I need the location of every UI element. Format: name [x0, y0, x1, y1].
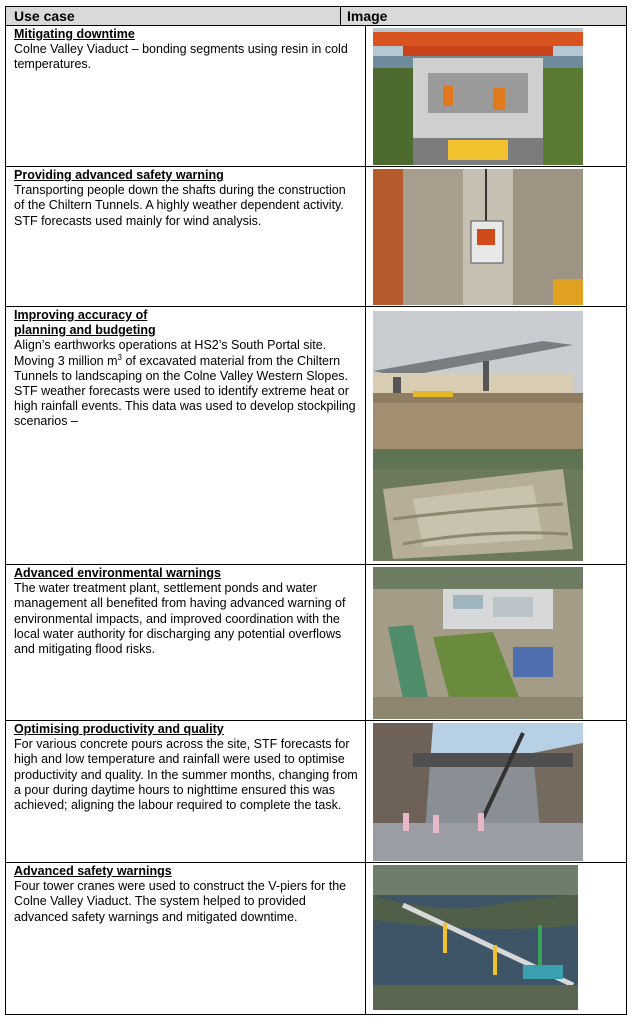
stockpile-shelter-photo — [373, 311, 583, 449]
image-cell — [366, 721, 626, 862]
row-title-line-2: planning and budgeting — [14, 323, 156, 338]
image-cell — [366, 863, 626, 1014]
row-title: Advanced safety warnings — [14, 864, 172, 878]
table-row — [6, 863, 626, 1014]
image-cell — [366, 167, 626, 306]
use-case-cell — [6, 565, 366, 720]
image-cell — [366, 26, 626, 166]
row-title: Providing advanced safety warning — [14, 168, 224, 182]
image-cell — [366, 307, 626, 564]
use-case-cell — [6, 863, 366, 1014]
use-case-table — [5, 6, 627, 1015]
row-body: Align’s earthworks operations at HS2’s South Portal site. Moving 3 million $m^3$ of excavated material from the Chiltern Tunnels to landscaping on the Colne Valley Western Slopes. STF weather forecasts were used to identify extreme heat or high rainfall events. This data was used to develop stockpiling scenarios – — [14, 338, 356, 429]
use-case-cell — [6, 307, 366, 564]
row-title: Optimising productivity and quality — [14, 722, 224, 736]
use-case-cell — [6, 26, 366, 166]
table-row — [6, 565, 626, 721]
tunnel-shaft-cage-photo — [373, 169, 583, 305]
water-treatment-aerial-photo — [373, 567, 583, 719]
tower-cranes-viaduct-photo — [373, 865, 578, 1010]
row-body: Colne Valley Viaduct – bonding segments using resin in cold temperatures. — [14, 42, 348, 72]
table-header — [6, 7, 626, 26]
table-row — [6, 307, 626, 565]
use-case-cell — [6, 721, 366, 862]
image-cell — [366, 565, 626, 720]
row-title: Advanced environmental warnings — [14, 566, 221, 580]
use-case-cell — [6, 167, 366, 306]
row-body: Four tower cranes were used to construct the V-piers for the Colne Valley Viaduct. The system helped to provided advanced safety warnings and mitigated downtime. — [14, 879, 347, 924]
row-title: Mitigating downtime — [14, 27, 135, 41]
table-row — [6, 26, 626, 167]
row-title-line-1: Improving accuracy of — [14, 308, 148, 322]
row-body: The water treatment plant, settlement ponds and water management all benefited from having advanced warning of environmental impacts, and improved coordination with the local water authority for discharging any potential overflows and mitigating flood risks. — [14, 581, 346, 657]
header-image: Image — [347, 8, 388, 24]
row-body: Transporting people down the shafts during the construction of the Chiltern Tunnels. A highly weather dependent activity. STF forecasts used mainly for wind analysis. — [14, 183, 346, 228]
aerial-earthworks-photo — [373, 449, 583, 561]
table-row — [6, 721, 626, 863]
viaduct-segment-bonding-photo — [373, 28, 583, 165]
table-row — [6, 167, 626, 307]
concrete-pour-photo — [373, 723, 583, 861]
header-use-case: Use case — [6, 7, 341, 25]
row-body: For various concrete pours across the site, STF forecasts for high and low temperature and rainfall were used to optimise productivity and quality. In the summer months, changing from a pour during daytime hours to nighttime ensured this was achieved; aligning the labour required to complete the task. — [14, 737, 358, 813]
